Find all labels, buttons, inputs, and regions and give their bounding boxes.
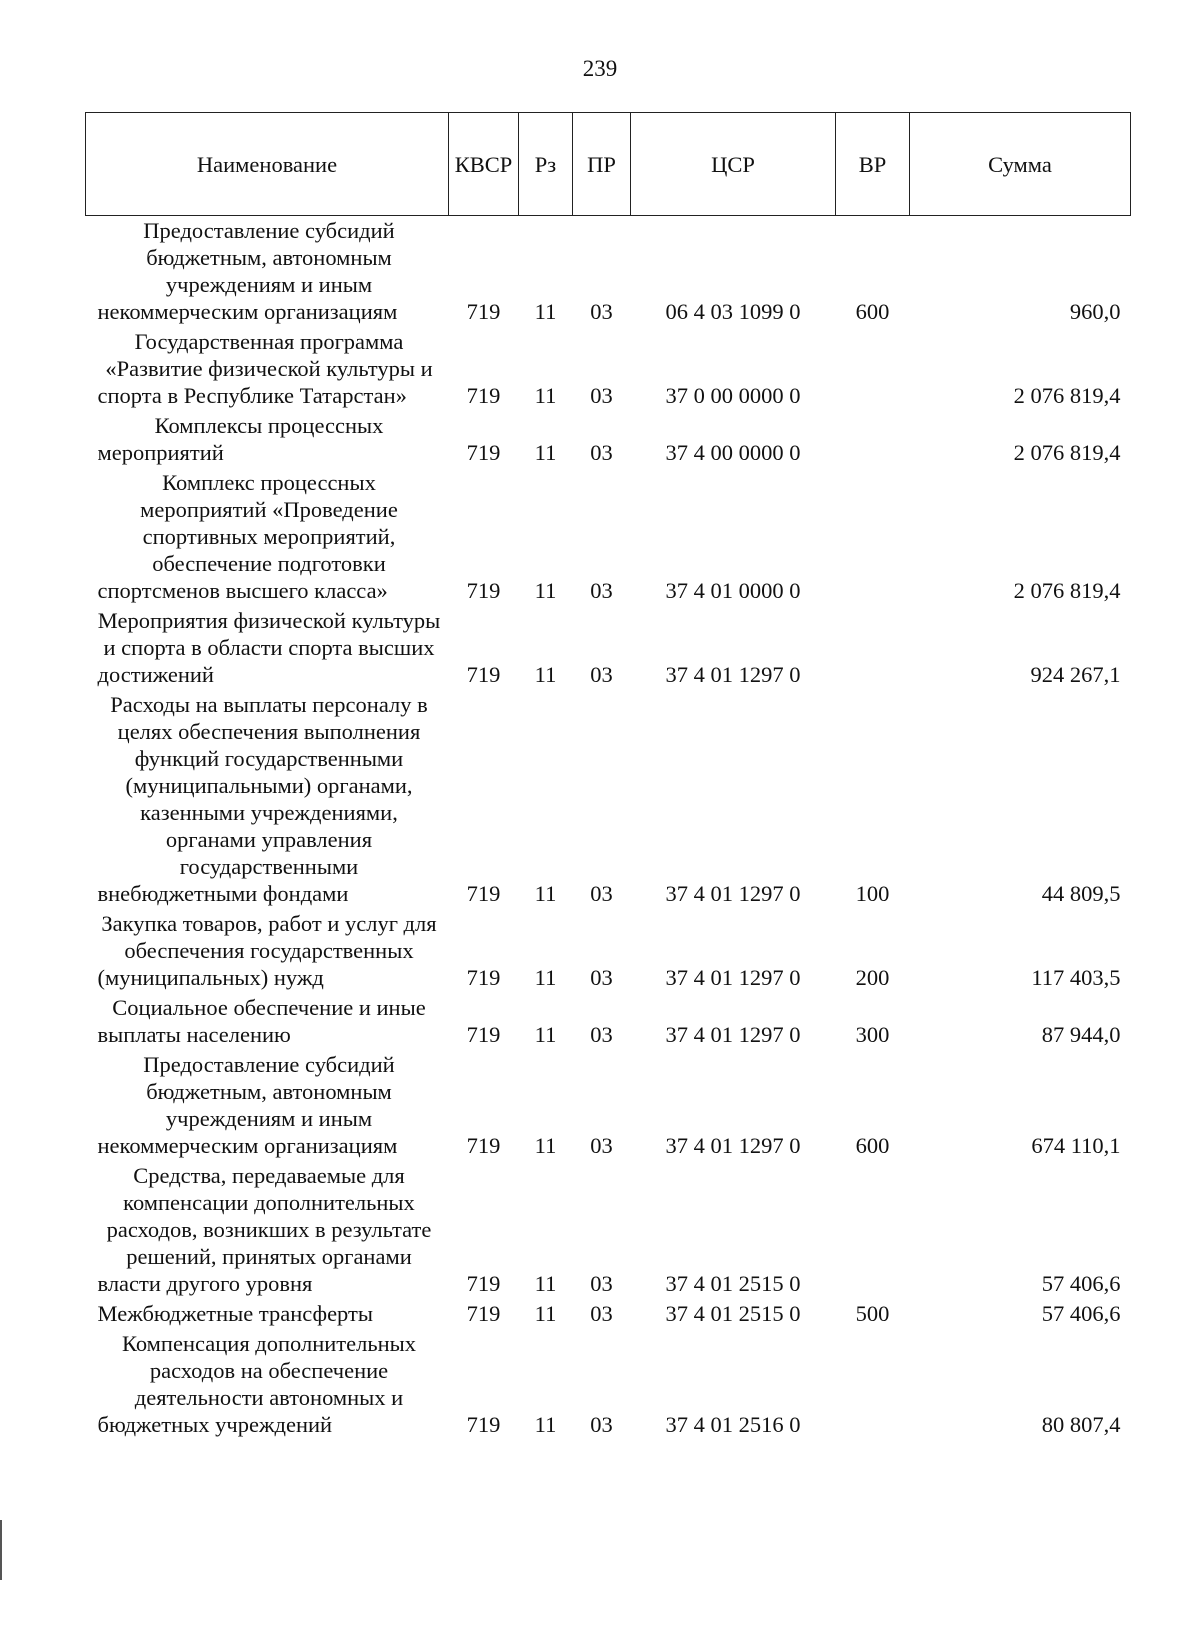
header-pr: ПР: [573, 113, 631, 216]
row-rz: 11: [534, 965, 557, 990]
row-pr: 03: [590, 440, 613, 465]
row-kvsr: 719: [466, 1022, 501, 1047]
table-row: [86, 1050, 1131, 1161]
table-header-row: [86, 113, 1131, 216]
row-csr: 37 4 01 1297 0: [665, 1133, 801, 1158]
row-name: Средства, передаваемые для компенсации дополнительных расходов, возникших в результате решений, принятых органами власти другого уровня: [97, 1163, 432, 1296]
row-csr: 37 4 01 2515 0: [665, 1301, 801, 1326]
row-name: Расходы на выплаты персоналу в целях обеспечения выполнения функций государственными (муниципальными) органами, казенными учреждениями, органами управления государственными внебюджетными фондами: [97, 692, 428, 906]
table-row: [86, 606, 1131, 690]
table-row: [86, 1299, 1131, 1329]
row-kvsr: 719: [466, 1412, 501, 1437]
row-kvsr: 719: [466, 662, 501, 687]
row-kvsr: 719: [466, 578, 501, 603]
table-row: [86, 909, 1131, 993]
row-kvsr: 719: [466, 299, 501, 324]
row-vr: [836, 327, 910, 411]
row-csr: 37 4 01 2515 0: [665, 1271, 801, 1296]
row-vr: 300: [855, 1022, 890, 1047]
row-rz: 11: [534, 1412, 557, 1437]
budget-table: [85, 112, 1131, 1440]
row-csr: 37 4 01 0000 0: [665, 578, 801, 603]
row-pr: 03: [590, 383, 613, 408]
row-pr: 03: [590, 965, 613, 990]
row-kvsr: 719: [466, 383, 501, 408]
row-sum: 44 809,5: [1041, 881, 1121, 906]
row-vr: [836, 411, 910, 468]
table-row: [86, 411, 1131, 468]
row-pr: 03: [590, 1301, 613, 1326]
row-rz: 11: [534, 662, 557, 687]
row-name: Государственная программа «Развитие физической культуры и спорта в Республике Татарстан»: [97, 329, 433, 408]
row-vr: 500: [855, 1301, 890, 1326]
row-sum: 960,0: [1069, 299, 1121, 324]
row-rz: 11: [534, 1271, 557, 1296]
row-rz: 11: [534, 383, 557, 408]
row-vr: 100: [855, 881, 890, 906]
header-sum: Сумма: [910, 113, 1131, 216]
row-name: Комплексы процессных мероприятий: [97, 413, 384, 465]
table-row: [86, 1161, 1131, 1299]
row-sum: 2 076 819,4: [1013, 383, 1121, 408]
row-vr: 600: [855, 1133, 890, 1158]
row-name: Мероприятия физической культуры и спорта в области спорта высших достижений: [97, 608, 441, 687]
row-sum: 87 944,0: [1041, 1022, 1121, 1047]
row-pr: 03: [590, 1412, 613, 1437]
row-sum: 117 403,5: [1031, 965, 1121, 990]
row-csr: 06 4 03 1099 0: [665, 299, 801, 324]
row-sum: 2 076 819,4: [1013, 440, 1121, 465]
row-kvsr: 719: [466, 1301, 501, 1326]
row-vr: [836, 468, 910, 606]
row-sum: 57 406,6: [1041, 1271, 1121, 1296]
row-name: Компенсация дополнительных расходов на обеспечение деятельности автономных и бюджетных учреждений: [97, 1331, 417, 1437]
table-row: [86, 468, 1131, 606]
row-kvsr: 719: [466, 440, 501, 465]
row-pr: 03: [590, 578, 613, 603]
row-rz: 11: [534, 1301, 557, 1326]
row-csr: 37 4 01 1297 0: [665, 1022, 801, 1047]
row-kvsr: 719: [466, 965, 501, 990]
row-sum: 57 406,6: [1041, 1301, 1121, 1326]
row-pr: 03: [590, 1022, 613, 1047]
row-csr: 37 4 01 1297 0: [665, 662, 801, 687]
header-rz: Рз: [519, 113, 573, 216]
header-csr: ЦСР: [631, 113, 836, 216]
row-pr: 03: [590, 881, 613, 906]
row-vr: [836, 1329, 910, 1440]
row-rz: 11: [534, 1022, 557, 1047]
row-rz: 11: [534, 578, 557, 603]
row-pr: 03: [590, 1133, 613, 1158]
row-vr: [836, 1161, 910, 1299]
row-rz: 11: [534, 440, 557, 465]
row-sum: 924 267,1: [1030, 662, 1121, 687]
row-name: Закупка товаров, работ и услуг для обеспечения государственных (муниципальных) нужд: [97, 911, 437, 990]
row-csr: 37 4 00 0000 0: [665, 440, 801, 465]
row-kvsr: 719: [466, 1133, 501, 1158]
row-rz: 11: [534, 1133, 557, 1158]
row-kvsr: 719: [466, 1271, 501, 1296]
row-pr: 03: [590, 662, 613, 687]
table-row: [86, 216, 1131, 328]
row-rz: 11: [534, 881, 557, 906]
row-csr: 37 4 01 2516 0: [665, 1412, 801, 1437]
header-kvsr: КВСР: [449, 113, 519, 216]
header-name: Наименование: [86, 113, 449, 216]
table-row: [86, 690, 1131, 909]
row-name: Социальное обеспечение и иные выплаты населению: [97, 995, 426, 1047]
row-kvsr: 719: [466, 881, 501, 906]
header-vr: ВР: [836, 113, 910, 216]
row-name: Межбюджетные трансферты: [97, 1301, 373, 1326]
row-rz: 11: [534, 299, 557, 324]
row-sum: 674 110,1: [1031, 1133, 1121, 1158]
row-pr: 03: [590, 299, 613, 324]
row-vr: 200: [855, 965, 890, 990]
row-name: Комплекс процессных мероприятий «Проведение спортивных мероприятий, обеспечение подготовки спортсменов высшего класса»: [97, 470, 398, 603]
row-sum: 2 076 819,4: [1013, 578, 1121, 603]
row-pr: 03: [590, 1271, 613, 1296]
page-number: 239: [582, 56, 618, 81]
table-row: [86, 327, 1131, 411]
row-sum: 80 807,4: [1041, 1412, 1121, 1437]
row-csr: 37 4 01 1297 0: [665, 881, 801, 906]
row-name: Предоставление субсидий бюджетным, автономным учреждениям и иным некоммерческим организациям: [97, 218, 398, 324]
row-csr: 37 4 01 1297 0: [665, 965, 801, 990]
scan-edge-mark: [0, 1520, 2, 1580]
row-csr: 37 0 00 0000 0: [665, 383, 801, 408]
table-row: [86, 1329, 1131, 1440]
row-name: Предоставление субсидий бюджетным, автономным учреждениям и иным некоммерческим организациям: [97, 1052, 398, 1158]
row-vr: [836, 606, 910, 690]
table-row: [86, 993, 1131, 1050]
row-vr: 600: [855, 299, 890, 324]
